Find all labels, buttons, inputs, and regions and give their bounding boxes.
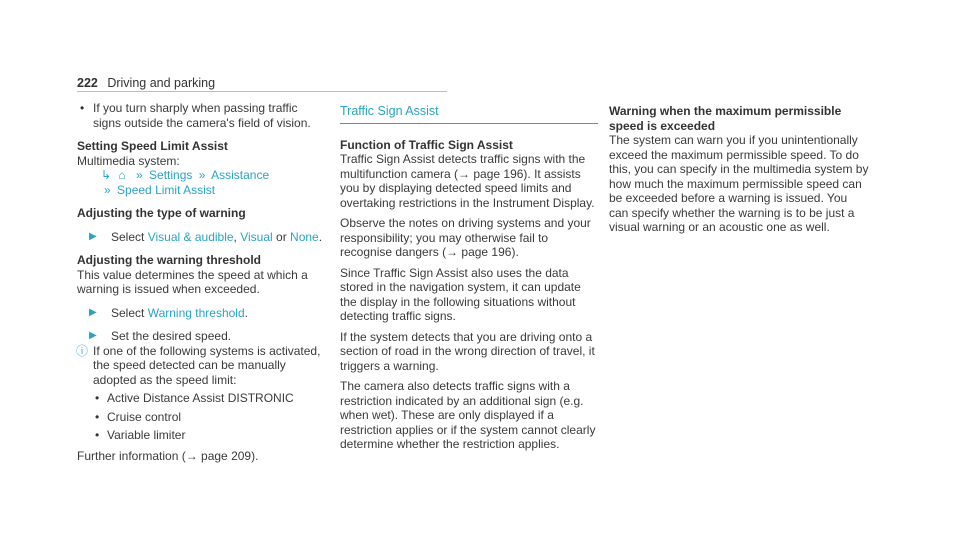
step-arrow-icon: ▶: [89, 306, 97, 318]
paragraph: Since Traffic Sign Assist also uses the data stored in the navigation system, it can update the display in the following situations without detecting traffic signs.: [340, 265, 581, 323]
chevron-icon: »: [104, 182, 111, 197]
column-left: [77, 101, 327, 463]
heading-threshold: Adjusting the warning threshold: [77, 253, 261, 267]
step-arrow-icon: ▶: [89, 230, 97, 242]
step-select-threshold: ▶ Select Warning threshold.: [89, 305, 248, 320]
paragraph: Traffic Sign Assist detects traffic signs with the multifunction camera (→ page 196). It assists you by displaying detected speed limits and overtaking restrictions in the Instrument Display.: [340, 152, 595, 210]
step-set-speed: ▶ Set the desired speed.: [89, 329, 232, 343]
heading-warning: Warning when the maximum permissible speed is exceeded: [609, 104, 842, 133]
option-none: None: [290, 229, 319, 244]
paragraph: The system can warn you if you unintentionally exceed the maximum permissible speed. To do this, you can specify in the multimedia system by how much the maximum permissible speed can be exceeded before a warning is issued. You can specify whether the warning is to be just a visual warning or an acoustic one as well.: [609, 133, 869, 234]
chevron-icon: »: [198, 168, 206, 182]
list-item: • Active Distance Assist DISTRONIC: [77, 391, 327, 406]
column-right: [609, 104, 869, 235]
threshold-text: This value determines the speed at which a warning is issued when exceeded.: [77, 267, 308, 296]
paragraph: Observe the notes on driving systems and your responsibility; you may otherwise fail to recognise dangers (→ page 196).: [340, 216, 591, 259]
path-speed-limit: Speed Limit Assist: [117, 182, 216, 197]
multimedia-label: Multimedia system:: [77, 153, 180, 168]
info-icon: ⓘ: [76, 343, 89, 358]
heading-type: Adjusting the type of warning: [77, 206, 246, 220]
option-visual: Visual: [240, 229, 273, 244]
home-icon: ⌂: [118, 168, 126, 182]
return-arrow-icon: ↳: [101, 168, 112, 182]
step-select-type: ▶ Select Visual & audible, Visual or None.: [89, 229, 323, 244]
heading-function: Function of Traffic Sign Assist: [340, 137, 513, 152]
page-header: [77, 76, 215, 90]
note: ⓘ If one of the following systems is activated, the speed detected can be manually adopted as the speed limit:: [76, 343, 321, 387]
section-title: Traffic Sign Assist: [340, 104, 598, 124]
column-middle: [340, 104, 598, 452]
heading-setting: Setting Speed Limit Assist: [77, 139, 228, 153]
option-visual-audible: Visual & audible: [147, 229, 234, 244]
menu-path: [77, 168, 327, 183]
paragraph: If the system detects that you are driving onto a section of road in the wrong direction of travel, it triggers a warning.: [340, 329, 595, 373]
page-number: 222: [77, 76, 98, 90]
further-info: Further information (→ page 209).: [77, 448, 259, 463]
option-warning-threshold: Warning threshold: [147, 305, 245, 320]
chevron-icon: »: [136, 168, 143, 182]
list-item: • Variable limiter: [77, 428, 327, 443]
menu-path-2: [77, 183, 327, 198]
path-settings: Settings: [149, 168, 193, 182]
path-assistance: Assistance: [211, 168, 270, 182]
intro-bullet: • If you turn sharply when passing traffic signs outside the camera's field of vision.: [77, 101, 327, 130]
step-arrow-icon: ▶: [89, 330, 97, 341]
header-rule: [77, 91, 447, 92]
paragraph: The camera also detects traffic signs with a restriction indicated by an additional sign (e.g. when wet). These are only displayed if a restriction applies or if the system cannot clearly determine whether the restriction applies.: [340, 379, 596, 451]
chapter-title: Driving and parking: [107, 76, 216, 90]
list-item: • Cruise control: [77, 410, 327, 425]
